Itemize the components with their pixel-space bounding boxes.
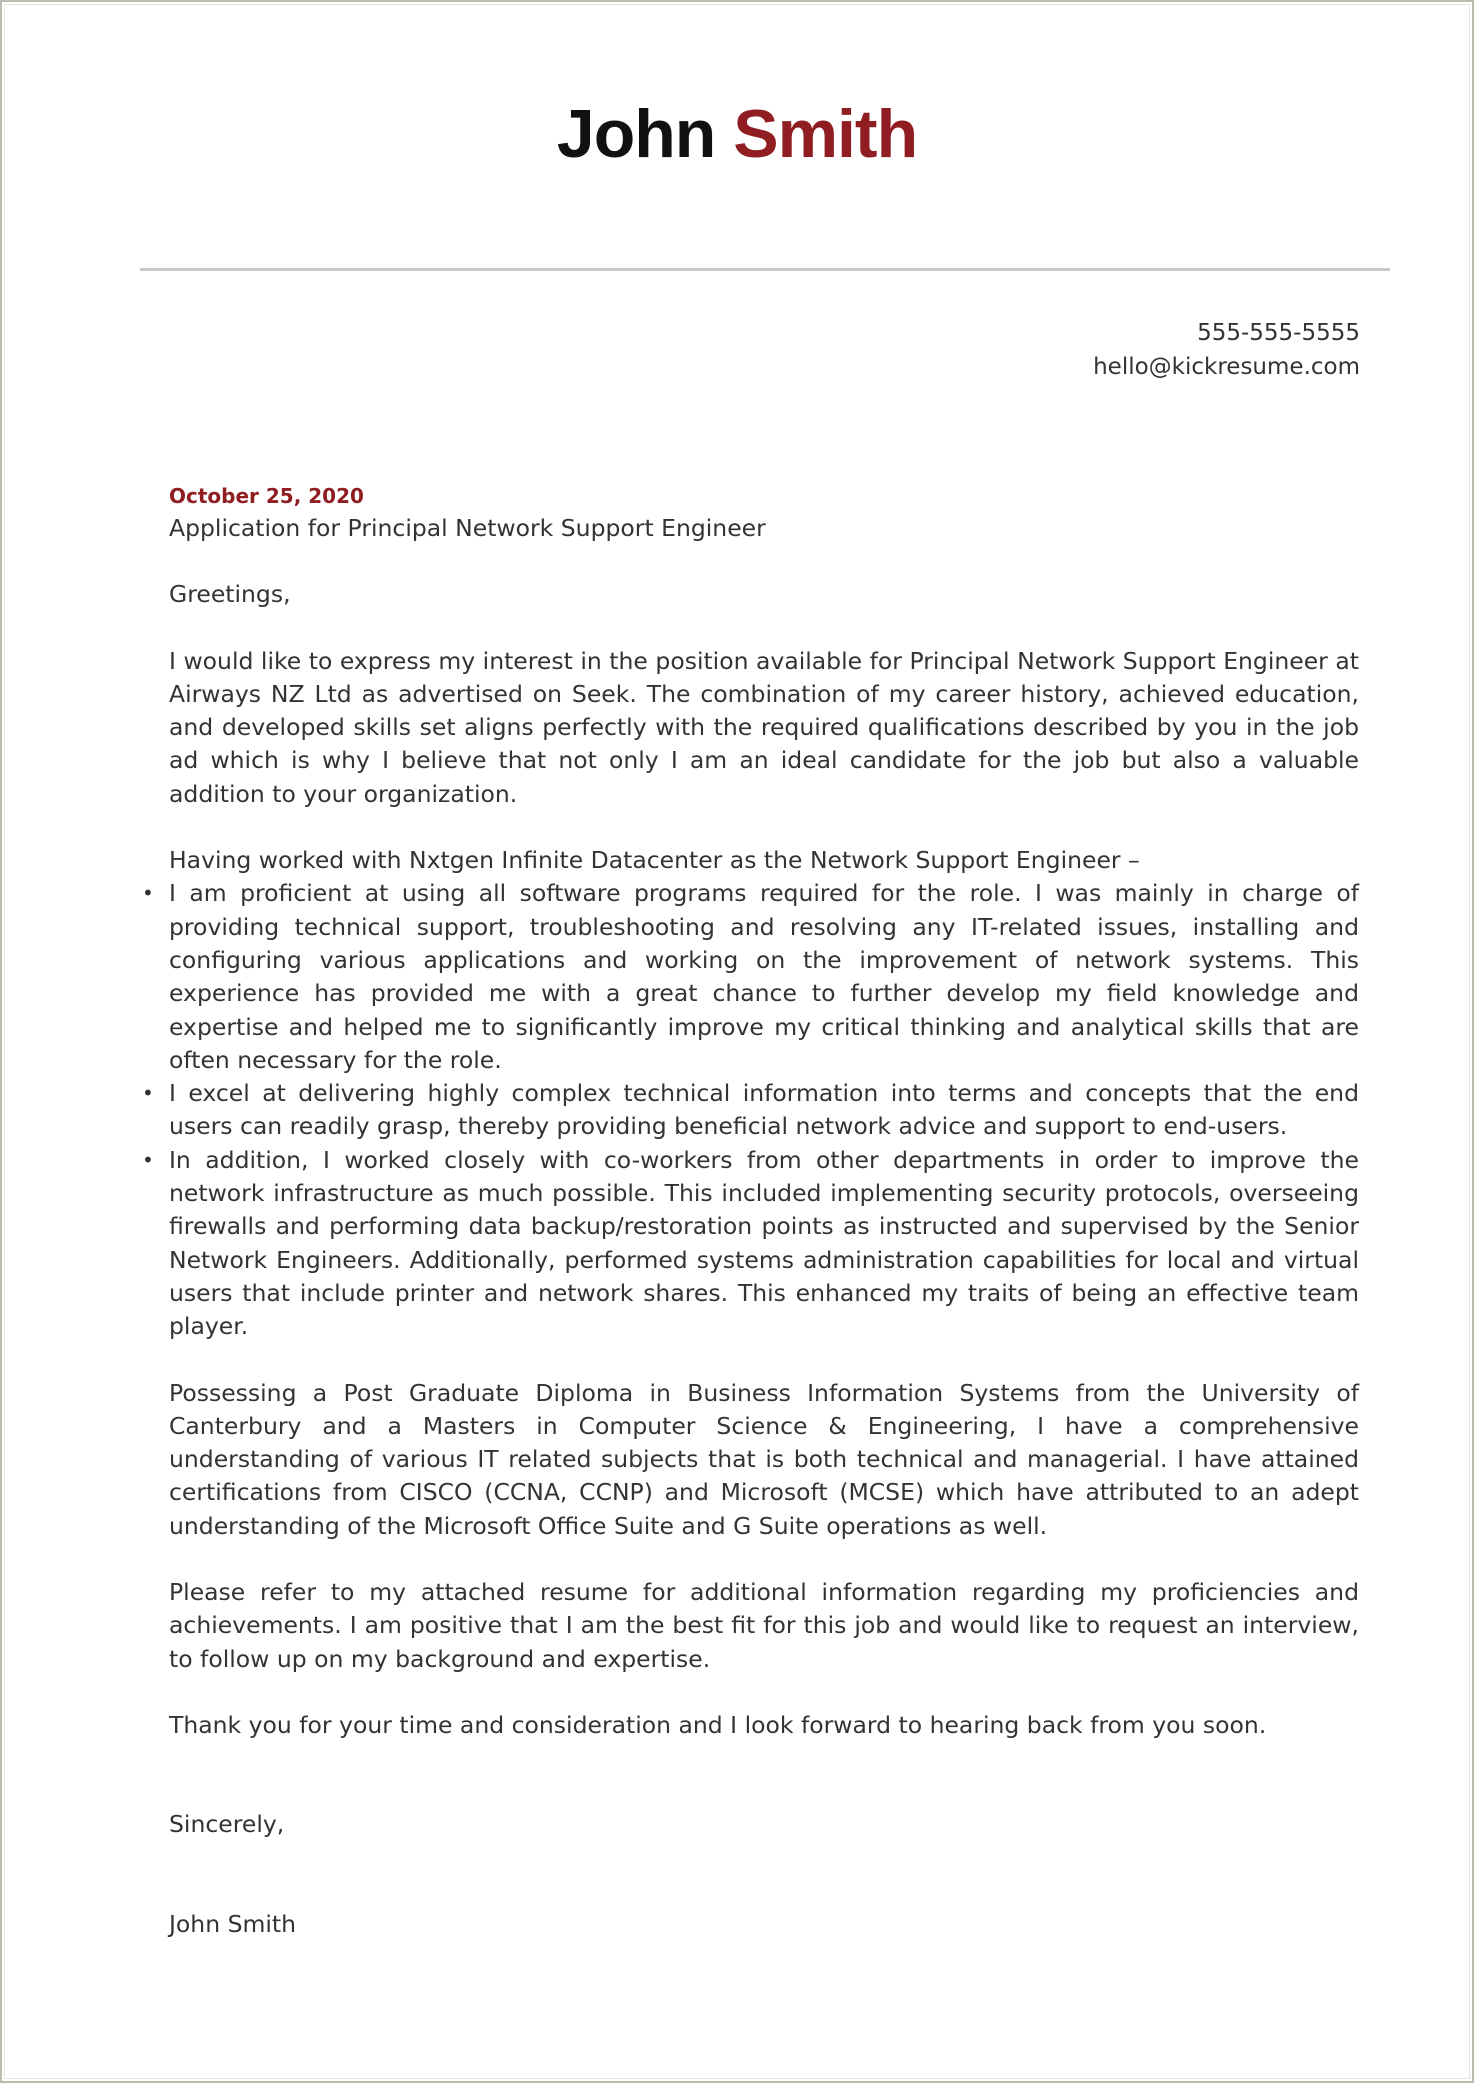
closing: Sincerely,	[169, 1810, 285, 1839]
signature: John Smith	[169, 1909, 297, 1938]
list-item	[142, 877, 1359, 1077]
letter-date: October 25, 2020	[169, 484, 364, 508]
list-item-text: I excel at delivering highly complex technical information into terms and concepts that the end users can readily grasp, thereby providing beneficial network advice and support to end-users.	[169, 1079, 1359, 1141]
bullet-icon: •	[142, 1147, 154, 1172]
paragraph-thanks: Thank you for your time and consideration and I look forward to hearing back from you soon.	[169, 1710, 1267, 1739]
phone-number: 555-555-5555	[1197, 320, 1360, 346]
letter-body	[142, 480, 1359, 1974]
bullet-icon: •	[142, 1081, 154, 1106]
paragraph-resume: Please refer to my attached resume for additional information regarding my proficiencies and achievements. I am positive that I am the best fit for this job and would like to request an interview, to follow up on my background and expertise.	[169, 1578, 1359, 1673]
last-name: Smith	[733, 96, 918, 172]
list-item	[142, 1077, 1359, 1144]
header-name	[0, 92, 1474, 176]
experience-list	[142, 877, 1359, 1343]
letter-subject: Application for Principal Network Support Engineer	[169, 514, 766, 542]
bullet-icon: •	[142, 881, 154, 906]
header-divider	[140, 268, 1390, 271]
paragraph-education: Possessing a Post Graduate Diploma in Business Information Systems from the University of Canterbury and a Masters in Computer Science & Engineering, I have a comprehensive understanding of various IT related subjects that is both technical and managerial. I have attained certifications from CISCO (CCNA, CCNP) and Microsoft (MCSE) which have attributed to an adept understanding of the Microsoft Office Suite and G Suite operations as well.	[169, 1378, 1359, 1540]
first-name: John	[556, 96, 716, 172]
experience-intro: Having worked with Nxtgen Infinite Datacenter as the Network Support Engineer –	[169, 846, 1140, 875]
email-address: hello@kickresume.com	[1093, 354, 1360, 380]
contact-block	[1093, 316, 1360, 384]
paragraph-intro: I would like to express my interest in the position available for Principal Network Support Engineer at Airways NZ Ltd as advertised on Seek. The combination of my career history, achieved education, and developed skills set aligns perfectly with the required qualifications described by you in the job ad which is why I believe that not only I am an ideal candidate for the job but also a valuable addition to your organization.	[169, 646, 1359, 808]
list-item-text: I am proficient at using all software programs required for the role. I was mainly in charge of providing technical support, troubleshooting and resolving any IT-related issues, installing and configuring various applications and working on the improvement of network systems. This experience has provided me with a great chance to further develop my field knowledge and expertise and helped me to significantly improve my critical thinking and analytical skills that are often necessary for the role.	[169, 879, 1359, 1074]
list-item	[142, 1144, 1359, 1344]
list-item-text: In addition, I worked closely with co-workers from other departments in order to improve the network infrastructure as much possible. This included implementing security protocols, overseeing firewalls and performing data backup/restoration points as instructed and supervised by the Senior Network Engineers. Additionally, performed systems administration capabilities for local and virtual users that include printer and network shares. This enhanced my traits of being an effective team player.	[169, 1145, 1359, 1341]
greeting: Greetings,	[169, 580, 291, 609]
